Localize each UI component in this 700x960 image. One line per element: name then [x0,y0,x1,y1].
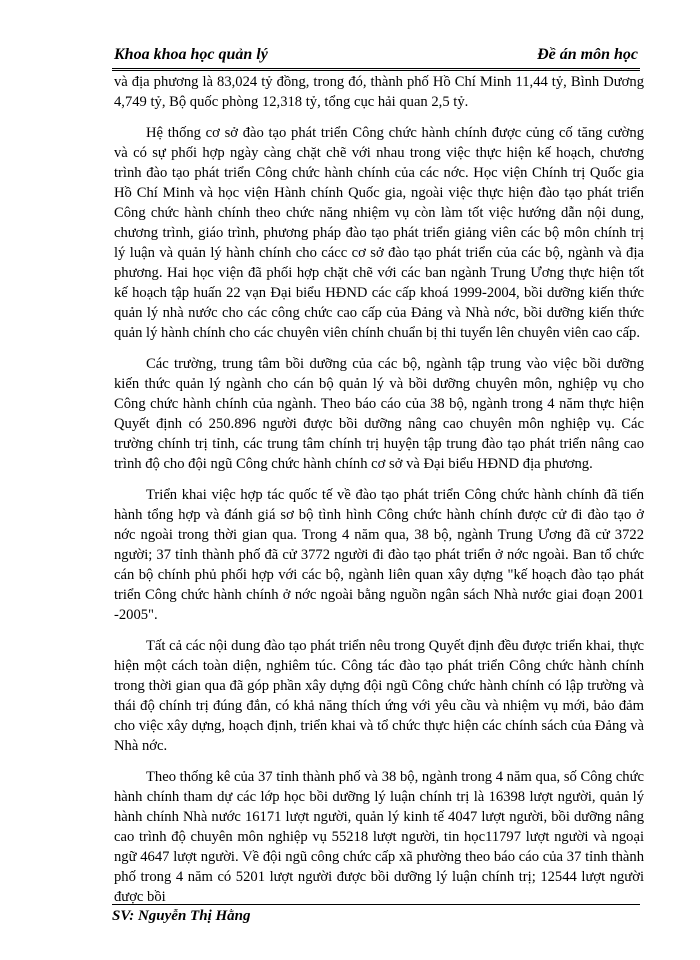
footer-student-name: SV: Nguyễn Thị Hằng [112,908,251,924]
page-footer [112,904,640,925]
page-header [112,46,640,71]
paragraph-5: Tất cả các nội dung đào tạo phát triển nêu trong Quyết định đều được triển khai, thực hiện một cách toàn diện, nghiêm túc. Công tác đào tạo phát triển Công chức hành chính trong thời gian qua đã góp phần xây dựng đội ngũ Công chức hành chính có lập trường và thái độ chính trị đúng đắn, có khả năng thích ứng với yêu cầu và nhiệm vụ mới, bảo đảm cho việc xây dựng, hoạch định, triển khai và tổ chức thực hiện các chính sách của Đảng và Nhà nớc. [114,638,644,754]
header-title: Đề án môn học [537,46,638,63]
header-faculty: Khoa khoa học quản lý [114,46,268,63]
paragraph-6: Theo thống kê của 37 tỉnh thành phố và 38 bộ, ngành trong 4 năm qua, số Công chức hành chính tham dự các lớp học bồi dưỡng lý luận chính trị là 16398 lượt người, quản lý hành chính Nhà nước 16171 lượt người, quản lý kinh tế 4047 lượt người, bồi dưỡng nâng cao trình độ chuyên môn nghiệp vụ 55218 lượt người, tin học11797 lượt người và ngoại ngữ 4647 lượt người. Về đội ngũ công chức cấp xã phường theo báo cáo của 37 tỉnh thành phố trong 4 năm có 5201 lượt người được bồi dưỡng lý luận chính trị; 12544 lượt người được bồi [114,769,644,905]
paragraph-2: Hệ thống cơ sở đào tạo phát triển Công chức hành chính được củng cố tăng cường và có sự phối hợp ngày càng chặt chẽ với nhau trong việc thực hiện kế hoạch, chương trình đào tạo phát triển Công chức hành chính của các nớc. Học viện Chính trị Quốc gia Hồ Chí Minh và học viện Hành chính Quốc gia, ngoài việc thực hiện đào tạo phát triển Công chức hành chính theo chức năng nhiệm vụ còn làm tốt việc hướng dẫn nội dung, chương trình, giáo trình, phương pháp đào tạo phát triển giảng viên các bộ môn chính trị lý luận và quản lý hành chính cho cácc cơ sở đào tạo phát triển của các bộ, ngành và địa phương. Hai học viện đã phối hợp chặt chẽ với các ban ngành Trung Ương thực hiện tốt kế hoạch tập huấn 22 vạn Đại biểu HĐND các cấp khoá 1999-2004, bồi dưỡng kiến thức quản lý nhà nước cho các công chức cao cấp của Đảng và Nhà nớc, bồi dưỡng kiến thức quản lý hành chính cho các chuyên viên chính chuẩn bị thi tuyển lên chuyên viên cao cấp. [114,125,644,341]
paragraph-3: Các trường, trung tâm bồi dưỡng của các bộ, ngành tập trung vào việc bồi dưỡng kiến thức quản lý ngành cho cán bộ quản lý và bồi dưỡng chuyên môn, nghiệp vụ cho Công chức hành chính của ngành. Theo báo cáo của 38 bộ, ngành trong 4 năm thực hiện Quyết định có 250.896 người được bồi dưỡng nâng cao chuyên môn nghiệp vụ. Các trường chính trị tỉnh, các trung tâm chính trị huyện tập trung đào tạo phát triển nâng cao trình độ cho đội ngũ Công chức hành chính cơ sở và Đại biểu HĐND địa phương. [114,356,644,472]
body-text [114,72,644,918]
paragraph-4: Triển khai việc hợp tác quốc tế về đào tạo phát triển Công chức hành chính đã tiến hành tổng hợp và đánh giá sơ bộ tình hình Công chức hành chính được cử đi đào tạo ở nớc ngoài trong thời gian qua. Trong 4 năm qua, 38 bộ, ngành Trung Ương đã cử 3722 người; 37 tỉnh thành phố đã cử 3772 người đi đào tạo phát triển ở nớc ngoài. Ban tổ chức cán bộ chính phủ phối hợp với các bộ, ngành liên quan xây dựng "kế hoạch đào tạo phát triển Công chức hành chính ở nớc ngoài bằng nguồn ngân sách Nhà nước giai đoạn 2001 -2005". [114,487,644,623]
paragraph-1: và địa phương là 83,024 tỷ đồng, trong đó, thành phố Hồ Chí Minh 11,44 tỷ, Bình Dương 4,749 tỷ, Bộ quốc phòng 12,318 tỷ, tổng cục hải quan 2,5 tỷ. [114,74,644,110]
